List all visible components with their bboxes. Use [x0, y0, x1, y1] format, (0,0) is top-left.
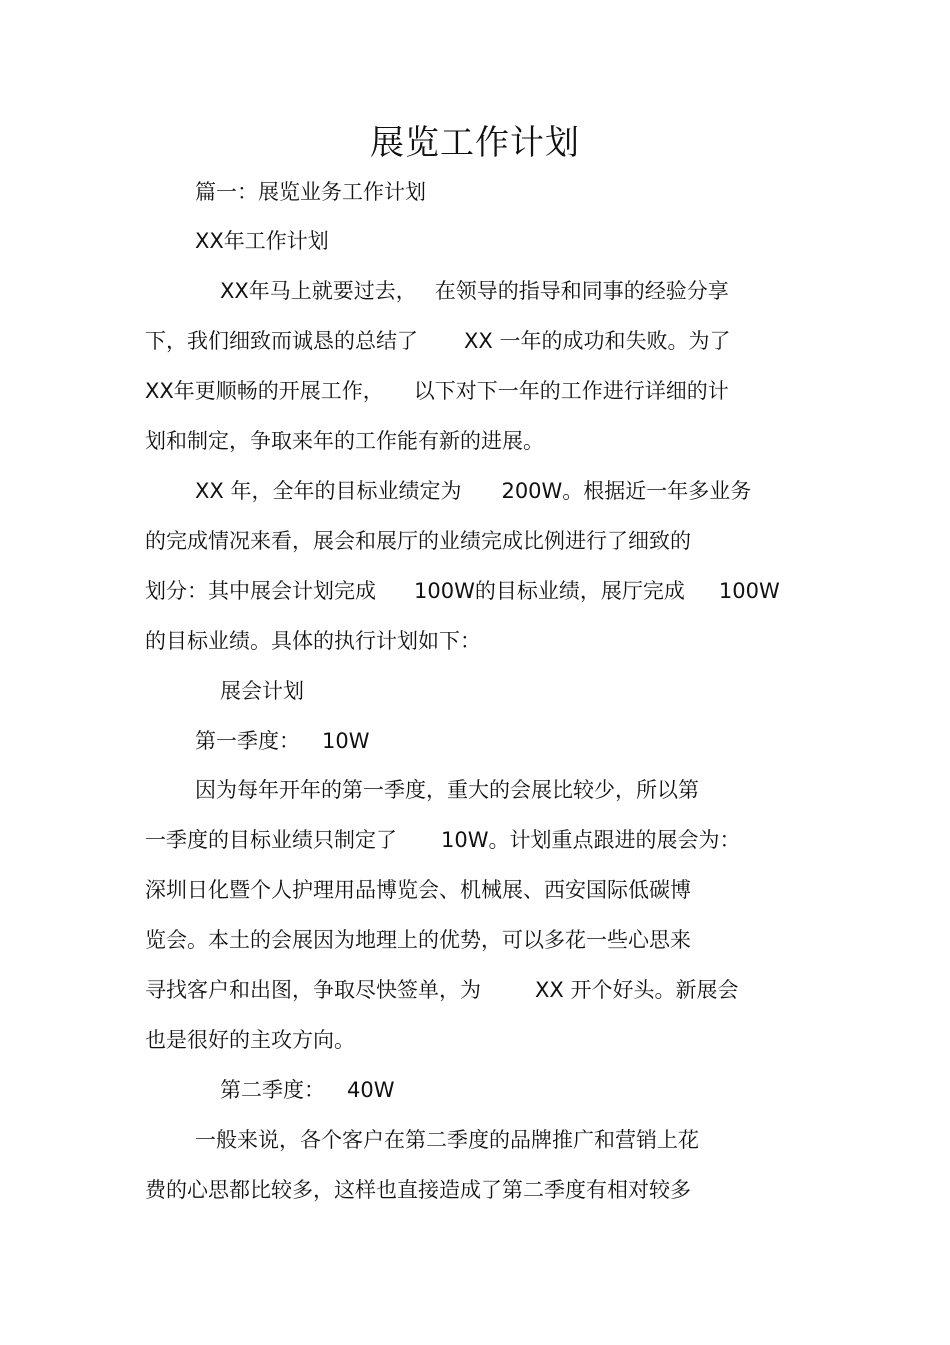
paragraph-line: XX年更顺畅的开展工作， 以下对下一年的工作进行详细的计	[145, 379, 729, 403]
paragraph-line: XX 年，全年的目标业绩定为 200W。根据近一年多业务	[195, 479, 752, 503]
paragraph-line: XX年工作计划	[195, 229, 329, 253]
section-heading: 展会计划	[220, 679, 304, 703]
paragraph-line: 下，我们细致而诚恳的总结了 XX 一年的成功和失败。为了	[145, 329, 731, 353]
paragraph-line: 划分：其中展会计划完成 100W的目标业绩，展厅完成 100W	[145, 579, 780, 603]
paragraph-line: 一季度的目标业绩只制定了 10W。计划重点跟进的展会为：	[145, 828, 741, 852]
paragraph-line: 一般来说，各个客户在第二季度的品牌推广和营销上花	[195, 1128, 699, 1152]
document-title: 展览工作计划	[370, 123, 580, 163]
quarter-heading: 第二季度： 40W	[220, 1078, 395, 1102]
paragraph-line: 寻找客户和出图，争取尽快签单，为 XX 开个好头。新展会	[145, 978, 739, 1002]
paragraph-line: 因为每年开年的第一季度，重大的会展比较少，所以第	[195, 778, 699, 802]
quarter-heading: 第一季度： 10W	[195, 729, 370, 753]
paragraph-line: 划和制定，争取来年的工作能有新的进展。	[145, 429, 544, 453]
paragraph-line: 深圳日化暨个人护理用品博览会、机械展、西安国际低碳博	[145, 878, 691, 902]
paragraph-line: 览会。本土的会展因为地理上的优势，可以多花一些心思来	[145, 928, 691, 952]
paragraph-line: 也是很好的主攻方向。	[145, 1028, 355, 1052]
paragraph-line: 篇一：展览业务工作计划	[195, 180, 426, 204]
paragraph-line: 的完成情况来看，展会和展厅的业绩完成比例进行了细致的	[145, 529, 691, 553]
paragraph-line: 费的心思都比较多，这样也直接造成了第二季度有相对较多	[145, 1178, 691, 1202]
paragraph-line: 的目标业绩。具体的执行计划如下：	[145, 629, 481, 653]
paragraph-line: XX年马上就要过去， 在领导的指导和同事的经验分享	[220, 279, 729, 303]
